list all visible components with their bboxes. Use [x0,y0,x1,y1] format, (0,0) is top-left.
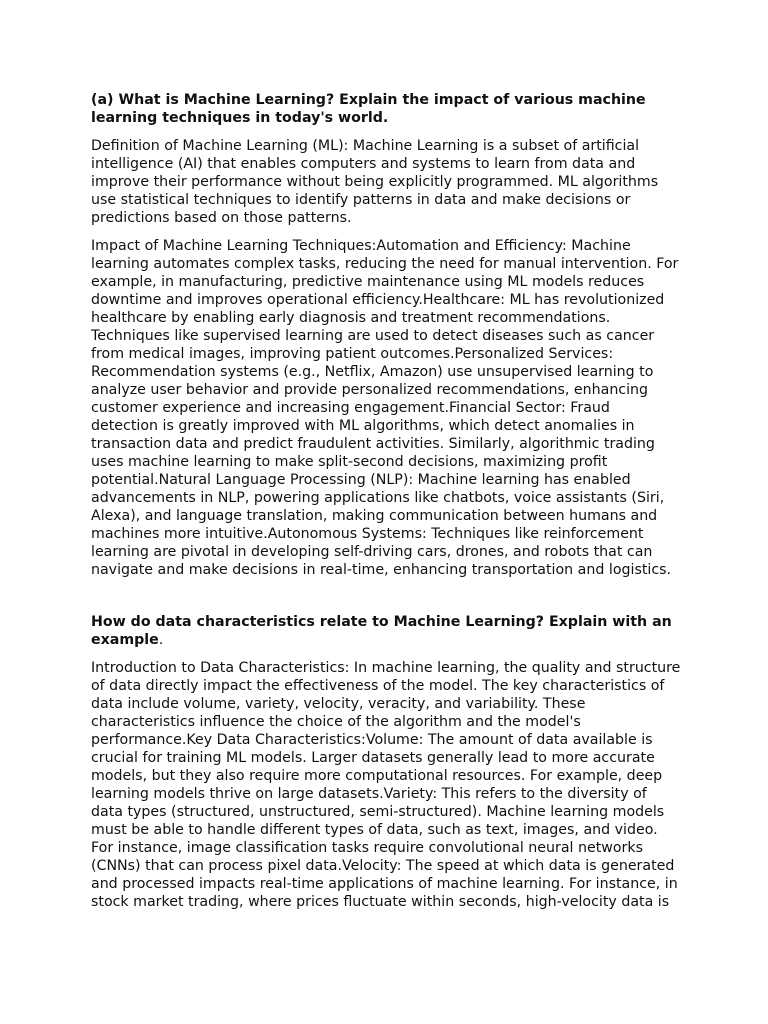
impact-paragraph: Impact of Machine Learning Techniques:Automation and Efficiency: Machine learning automates complex tasks, reducing the need for manual intervention. For example, in manufacturing, predictive maintenance using ML models reduces downtime and improves operational efficiency.Healthcare: ML has revolutionized healthcare by enabling early diagnosis and treatment recommendations. Techniques like supervised learning are used to detect diseases such as cancer from medical images, improving patient outcomes.Personalized Services: Recommendation systems (e.g., Netflix, Amazon) use unsupervised learning to analyze user behavior and provide personalized recommendations, enhancing customer experience and increasing engagement.Financial Sector: Fraud detection is greatly improved with ML algorithms, which detect anomalies in transaction data and predict fraudulent activities. Similarly, algorithmic trading uses machine learning to make split-second decisions, maximizing profit potential.Natural Language Processing (NLP): Machine learning has enabled advancements in NLP, powering applications like chatbots, voice assistants (Siri, Alexa), and language translation, making communication between humans and machines more intuitive.Autonomous Systems: Techniques like reinforcement learning are pivotal in developing self-driving cars, drones, and robots that can navigate and make decisions in real-time, enhancing transportation and logistics. [91,238,679,578]
document-page [91,91,681,911]
intro-paragraph: Introduction to Data Characteristics: In machine learning, the quality and structure of data directly impact the effectiveness of the model. The key characteristics of data include volume, variety, velocity, veracity, and variability. These characteristics influence the choice of the algorithm and the model's performance.Key Data Characteristics:Volume: The amount of data available is crucial for training ML models. Larger datasets generally lead to more accurate models, but they also require more computational resources. For example, deep learning models thrive on large datasets.Variety: This refers to the diversity of data types (structured, unstructured, semi-structured). Machine learning models must be able to handle different types of data, such as text, images, and video. For instance, image classification tasks require convolutional neural networks (CNNs) that can process pixel data.Velocity: The speed at which data is generated and processed impacts real-time applications of machine learning. For instance, in stock market trading, where prices fluctuate within seconds, high-velocity data is [91,660,681,910]
question-heading-2-text: How do data characteristics relate to Machine Learning? Explain with an example [91,614,672,648]
question-heading-2-tail: . [158,632,164,648]
question-heading-1: (a) What is Machine Learning? Explain the impact of various machine learning techniques in today's world. [91,92,646,126]
question-heading-2 [91,613,681,649]
spacer [91,227,681,237]
definition-paragraph: Definition of Machine Learning (ML): Machine Learning is a subset of artificial intelligence (AI) that enables computers and systems to learn from data and improve their performance without being explicitly programmed. ML algorithms use statistical techniques to identify patterns in data and make decisions or predictions based on those patterns. [91,138,659,226]
spacer [91,127,681,137]
spacer [91,579,681,613]
spacer [91,649,681,659]
